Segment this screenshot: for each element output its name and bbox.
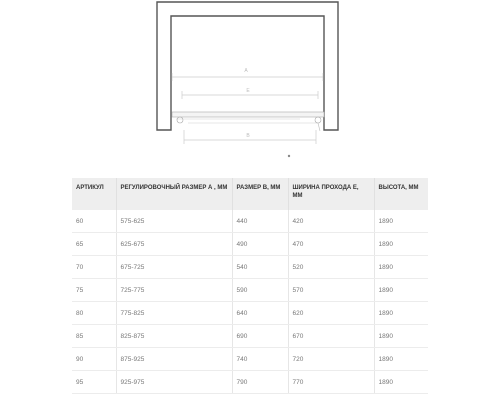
table-row bbox=[72, 233, 428, 256]
table-row bbox=[72, 210, 428, 233]
cell-size-a: 575-625 bbox=[116, 210, 232, 233]
header-height: ВЫСОТА, ММ bbox=[374, 178, 428, 210]
cell-passage-e: 470 bbox=[288, 233, 374, 256]
cell-height: 1890 bbox=[374, 256, 428, 279]
cell-article: 75 bbox=[72, 279, 116, 302]
cell-passage-e: 520 bbox=[288, 256, 374, 279]
cell-size-b: 690 bbox=[232, 325, 288, 348]
cell-size-b: 740 bbox=[232, 348, 288, 371]
cell-article: 60 bbox=[72, 210, 116, 233]
wall-outline bbox=[157, 2, 338, 130]
roller-left-icon bbox=[177, 117, 183, 123]
cell-size-a: 825-875 bbox=[116, 325, 232, 348]
door-handle-line bbox=[318, 123, 320, 131]
cell-size-b: 490 bbox=[232, 233, 288, 256]
cell-size-b: 790 bbox=[232, 371, 288, 394]
cell-passage-e: 720 bbox=[288, 348, 374, 371]
cell-passage-e: 570 bbox=[288, 279, 374, 302]
cell-height: 1890 bbox=[374, 210, 428, 233]
dimension-b-label: B bbox=[246, 133, 250, 139]
cell-article: 70 bbox=[72, 256, 116, 279]
cell-size-b: 640 bbox=[232, 302, 288, 325]
cell-height: 1890 bbox=[374, 302, 428, 325]
dimension-e-label: E bbox=[246, 88, 250, 94]
cell-height: 1890 bbox=[374, 279, 428, 302]
cell-size-a: 775-825 bbox=[116, 302, 232, 325]
specification-table bbox=[72, 178, 428, 394]
cell-article: 65 bbox=[72, 233, 116, 256]
cell-size-a: 925-975 bbox=[116, 371, 232, 394]
table-row bbox=[72, 279, 428, 302]
table-row bbox=[72, 256, 428, 279]
header-size-b: РАЗМЕР B, ММ bbox=[232, 178, 288, 210]
cell-size-b: 540 bbox=[232, 256, 288, 279]
cell-article: 95 bbox=[72, 371, 116, 394]
table-row bbox=[72, 325, 428, 348]
dimension-a-label: A bbox=[244, 68, 248, 74]
cell-passage-e: 670 bbox=[288, 325, 374, 348]
header-article: АРТИКУЛ bbox=[72, 178, 116, 210]
roller-right-icon bbox=[315, 117, 321, 123]
cell-size-a: 675-725 bbox=[116, 256, 232, 279]
table-row bbox=[72, 371, 428, 394]
table-header-row bbox=[72, 178, 428, 210]
cell-size-a: 625-675 bbox=[116, 233, 232, 256]
cell-height: 1890 bbox=[374, 325, 428, 348]
cell-article: 80 bbox=[72, 302, 116, 325]
cell-size-a: 875-925 bbox=[116, 348, 232, 371]
swing-marker-icon bbox=[288, 155, 290, 157]
header-passage-width-e: ШИРИНА ПРОХОДА E, ММ bbox=[288, 178, 374, 210]
cell-article: 90 bbox=[72, 348, 116, 371]
door-plan-diagram bbox=[0, 0, 500, 170]
cell-passage-e: 620 bbox=[288, 302, 374, 325]
cell-passage-e: 770 bbox=[288, 371, 374, 394]
table-row bbox=[72, 302, 428, 325]
cell-height: 1890 bbox=[374, 371, 428, 394]
header-adjustment-size-a: РЕГУЛИРОВОЧНЫЙ РАЗМЕР А , ММ bbox=[116, 178, 232, 210]
cell-passage-e: 420 bbox=[288, 210, 374, 233]
cell-size-a: 725-775 bbox=[116, 279, 232, 302]
table-row bbox=[72, 348, 428, 371]
cell-size-b: 440 bbox=[232, 210, 288, 233]
cell-article: 85 bbox=[72, 325, 116, 348]
cell-height: 1890 bbox=[374, 233, 428, 256]
cell-height: 1890 bbox=[374, 348, 428, 371]
door-rail bbox=[172, 112, 324, 117]
cell-size-b: 590 bbox=[232, 279, 288, 302]
